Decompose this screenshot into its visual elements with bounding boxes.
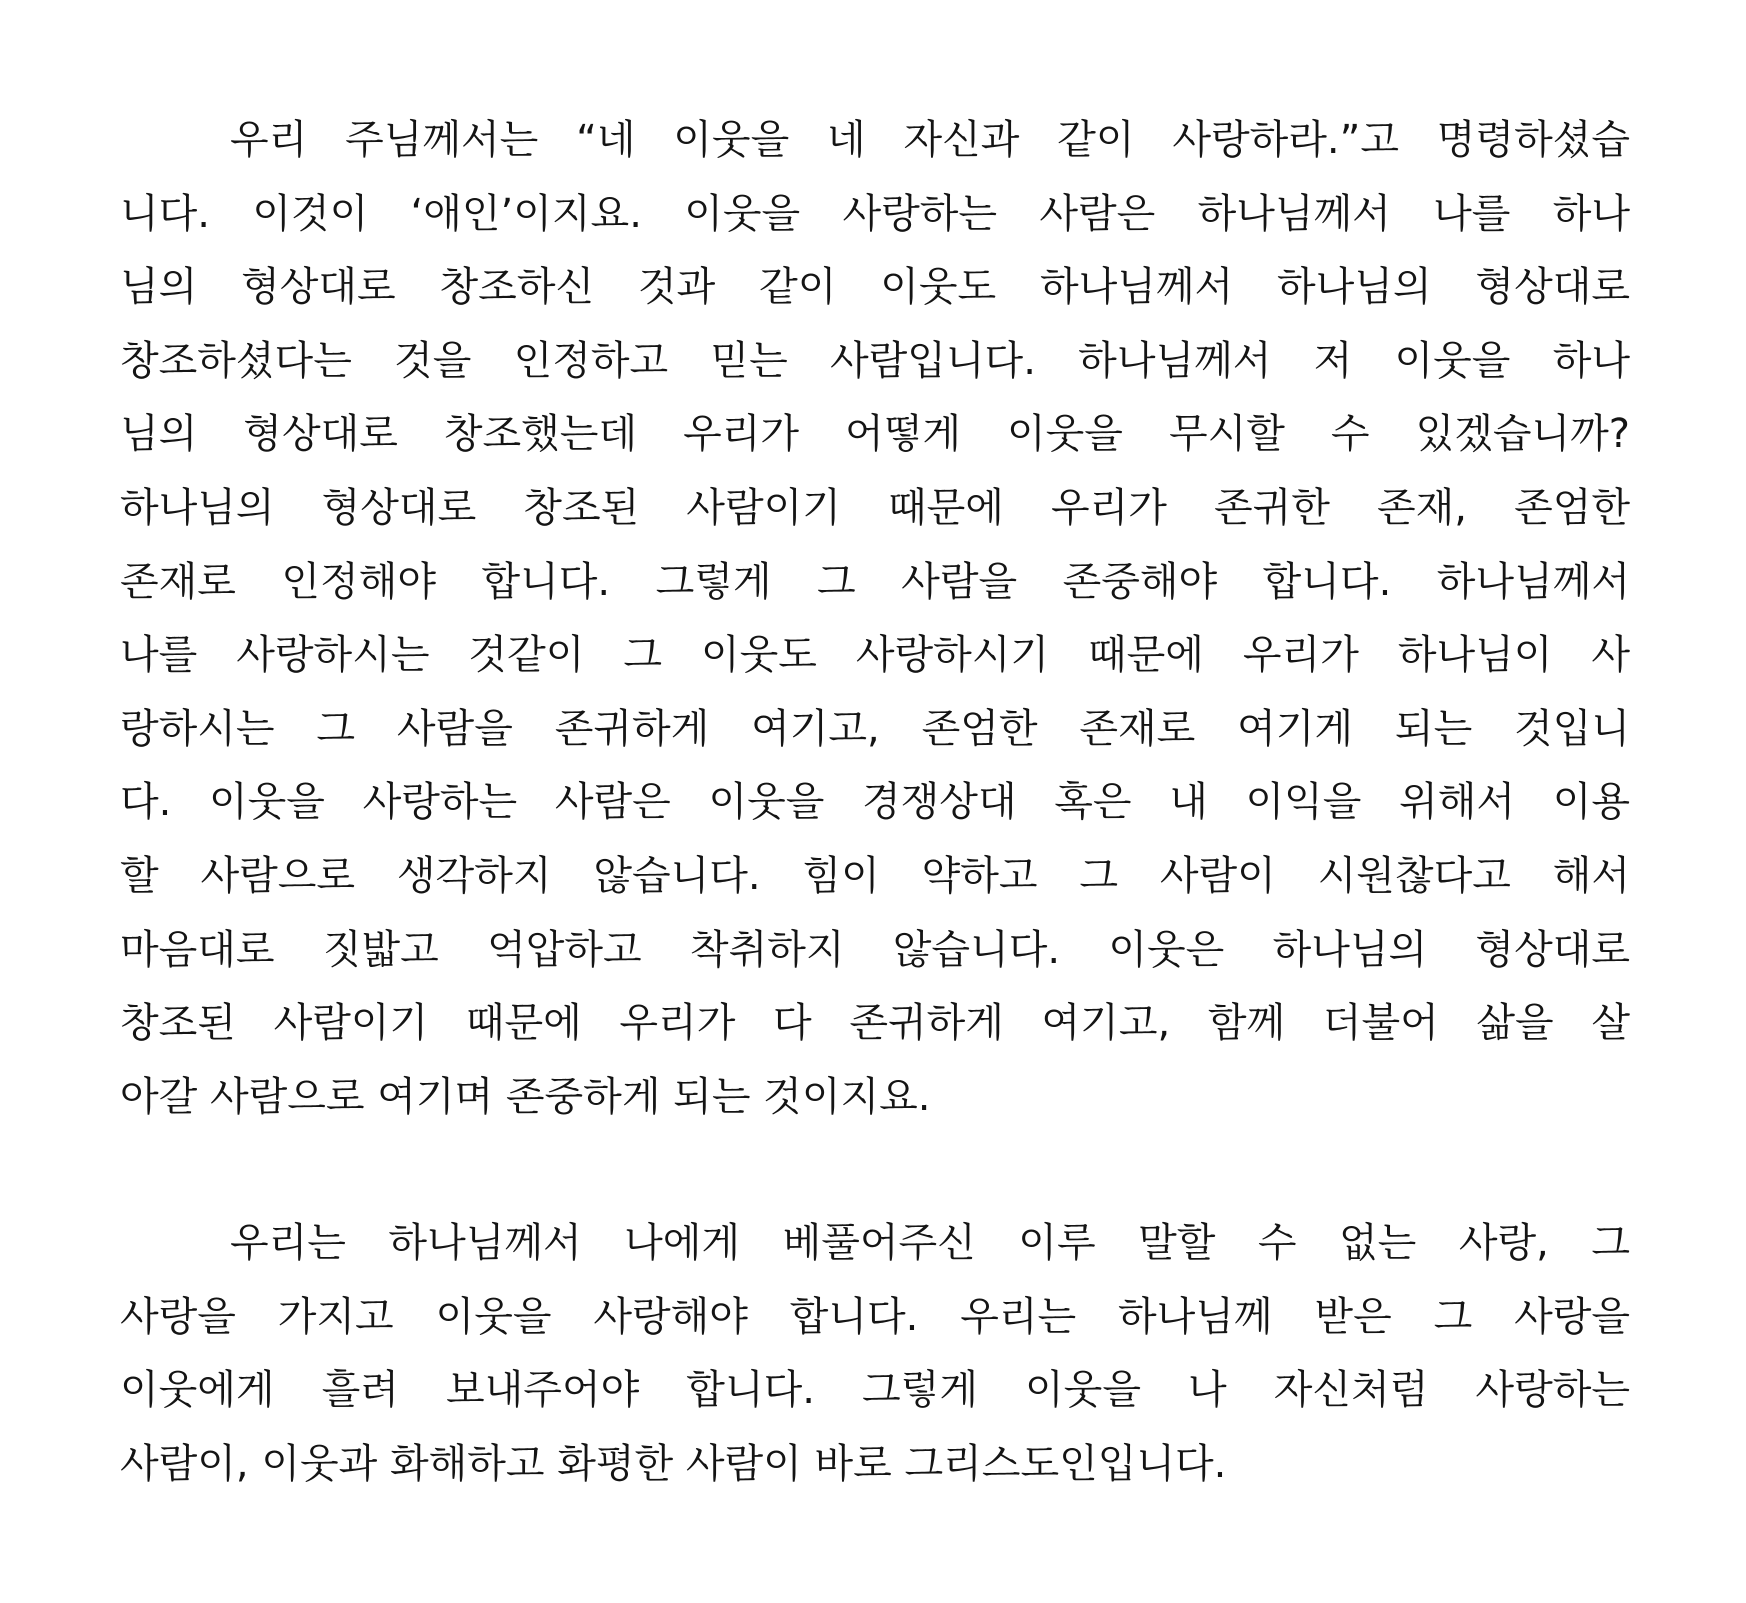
text-line: 나를 사랑하시는 것같이 그 이웃도 사랑하시기 때문에 우리가 하나님이 사	[120, 632, 1630, 679]
paragraph-1	[120, 104, 1630, 1134]
text-line: 아갈 사람으로 여기며 존중하게 되는 것이지요.	[120, 1073, 931, 1120]
text-line: 다. 이웃을 사랑하는 사람은 이웃을 경쟁상대 혹은 내 이익을 위해서 이용	[120, 779, 1630, 826]
text-line: 사람이, 이웃과 화해하고 화평한 사람이 바로 그리스도인입니다.	[120, 1440, 1227, 1487]
text-line: 존재로 인정해야 합니다. 그렇게 그 사람을 존중해야 합니다. 하나님께서	[120, 558, 1630, 605]
text-line: 마음대로 짓밟고 억압하고 착취하지 않습니다. 이웃은 하나님의 형상대로	[120, 926, 1630, 973]
text-line: 창조하셨다는 것을 인정하고 믿는 사람입니다. 하나님께서 저 이웃을 하나	[120, 337, 1630, 384]
text-line: 하나님의 형상대로 창조된 사람이기 때문에 우리가 존귀한 존재, 존엄한	[120, 484, 1630, 531]
text-line: 랑하시는 그 사람을 존귀하게 여기고, 존엄한 존재로 여기게 되는 것입니	[120, 705, 1630, 752]
text-line: 니다. 이것이 ‘애인’이지요. 이웃을 사랑하는 사람은 하나님께서 나를 하나	[120, 190, 1630, 237]
text-line: 이웃에게 흘려 보내주어야 합니다. 그렇게 이웃을 나 자신처럼 사랑하는	[120, 1367, 1630, 1414]
paragraph-2	[120, 1207, 1630, 1501]
text-line: 할 사람으로 생각하지 않습니다. 힘이 약하고 그 사람이 시원찮다고 해서	[120, 852, 1630, 899]
text-line: 님의 형상대로 창조했는데 우리가 어떻게 이웃을 무시할 수 있겠습니까?	[120, 411, 1630, 458]
text-line: 창조된 사람이기 때문에 우리가 다 존귀하게 여기고, 함께 더불어 삶을 살	[120, 1000, 1630, 1047]
text-line: 우리는 하나님께서 나에게 베풀어주신 이루 말할 수 없는 사랑, 그	[230, 1220, 1630, 1266]
text-line: 사랑을 가지고 이웃을 사랑해야 합니다. 우리는 하나님께 받은 그 사랑을	[120, 1293, 1630, 1340]
text-line: 님의 형상대로 창조하신 것과 같이 이웃도 하나님께서 하나님의 형상대로	[120, 264, 1630, 311]
text-line: 우리 주님께서는 “네 이웃을 네 자신과 같이 사랑하라.”고 명령하셨습	[230, 117, 1630, 163]
